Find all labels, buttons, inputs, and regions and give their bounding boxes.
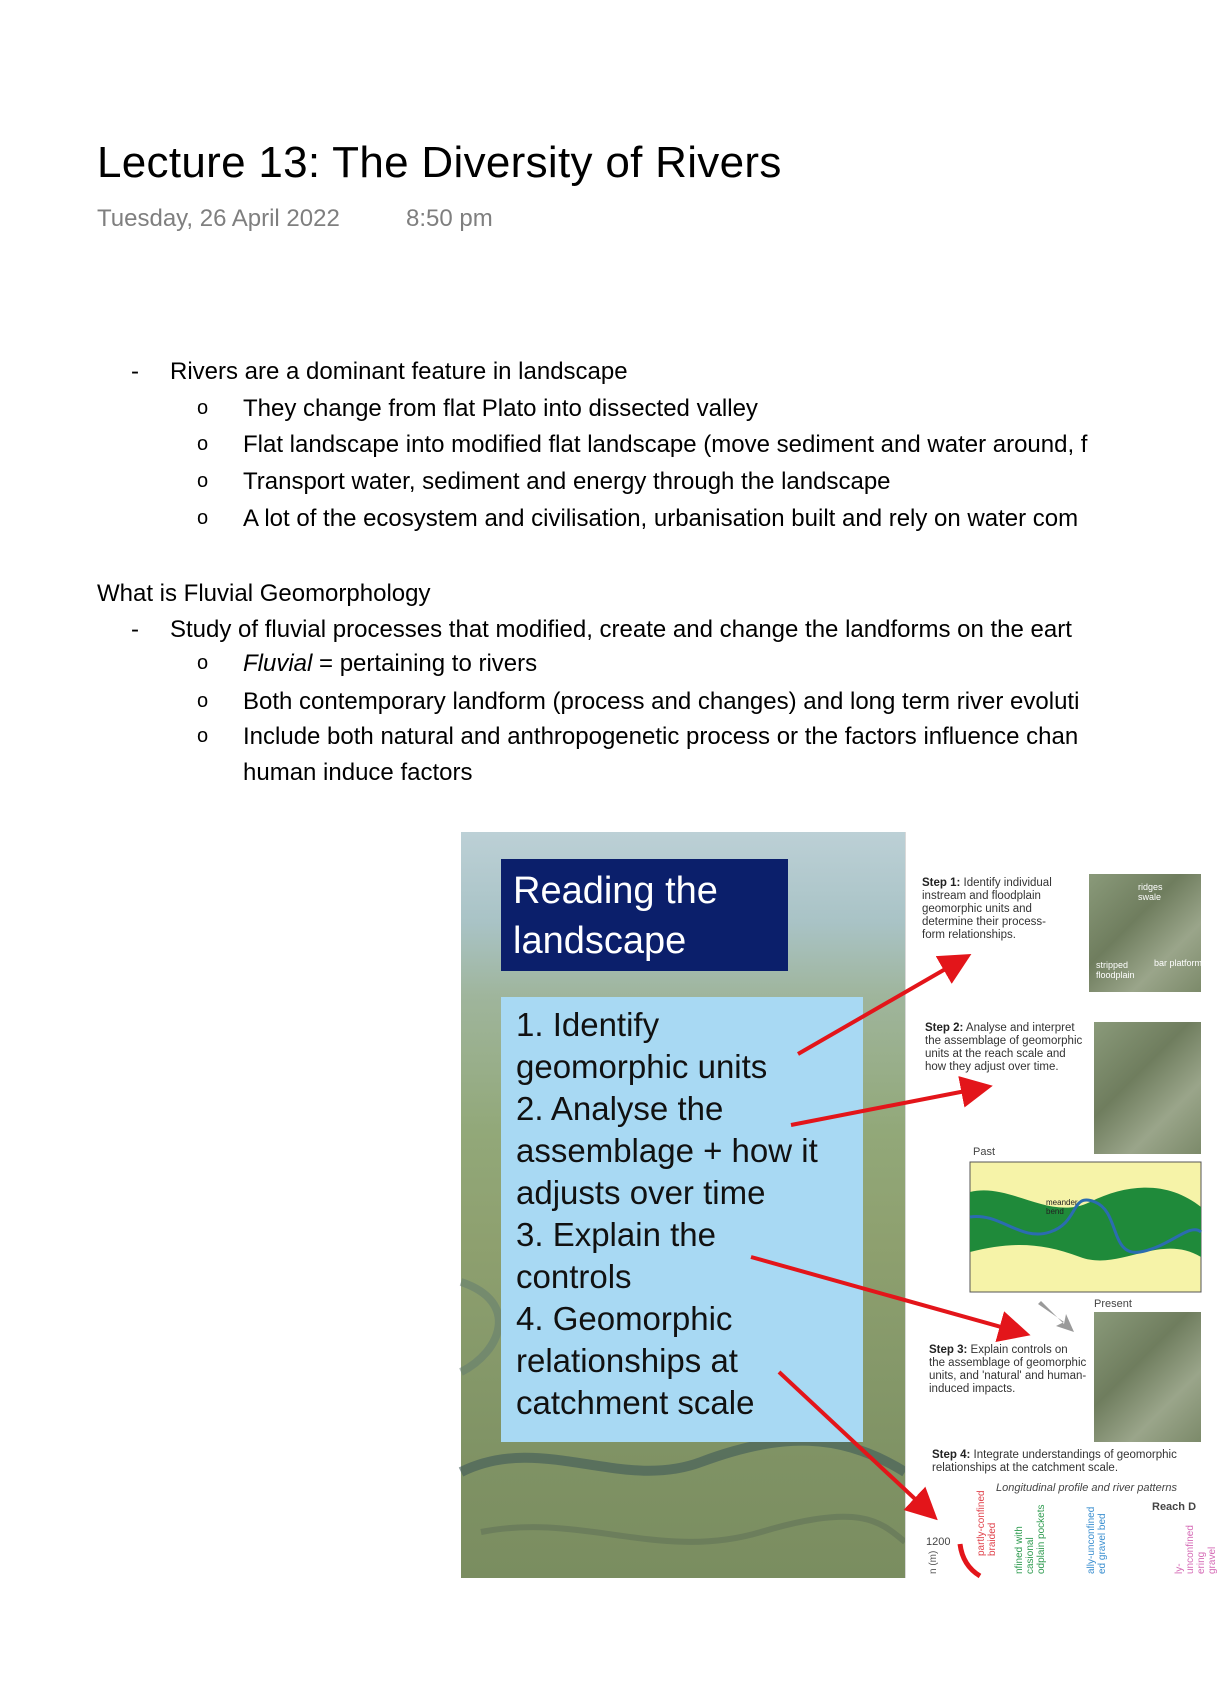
- step1-bold: Step 1:: [922, 877, 961, 889]
- note-time: 8:50 pm: [406, 205, 493, 232]
- bullet-text: Rivers are a dominant feature in landscape: [170, 358, 628, 385]
- reach-type-label: ally-unconfined ed gravel bed: [1086, 1506, 1108, 1574]
- step2-bold: Step 2:: [925, 1022, 964, 1034]
- slide-title: Reading the landscape: [513, 870, 718, 962]
- slide-step-line: assemblage + how it: [516, 1132, 818, 1169]
- bar-label: bar platform: [1154, 958, 1203, 968]
- circle-marker: o: [197, 507, 209, 529]
- step1-text: Identify individual instream and floodplain geomorphic units and determine their process- form relationships.: [922, 877, 1052, 941]
- arrow-step1: [798, 960, 964, 1054]
- page-title: Lecture 13: The Diversity of Rivers: [97, 138, 782, 187]
- past-label: Past: [973, 1146, 996, 1158]
- slide-step-line: geomorphic units: [516, 1048, 768, 1085]
- step3-text: Explain controls on the assemblage of geomorphic units, and 'natural' and human- induced impacts.: [929, 1344, 1087, 1395]
- circle-marker: o: [197, 470, 209, 492]
- circle-marker: o: [197, 690, 209, 712]
- bullet-text: Study of fluvial processes that modified, create and change the landforms on the eart: [170, 616, 1072, 643]
- slide-step-line: controls: [516, 1258, 632, 1295]
- sub-bullet-text: A lot of the ecosystem and civilisation, urbanisation built and rely on water com: [243, 505, 1079, 532]
- note-date: Tuesday, 26 April 2022: [97, 205, 340, 232]
- stripped-label: stripped floodplain: [1096, 960, 1135, 980]
- continuation-text: human induce factors: [243, 759, 473, 786]
- slide-step-line: 3. Explain the: [516, 1216, 716, 1253]
- step2-text: Analyse and interpret the assemblage of geomorphic units at the reach scale and how they adjust over time.: [925, 1022, 1083, 1073]
- sub-bullet-text: Both contemporary landform (process and changes) and long term river evoluti: [243, 688, 1080, 715]
- elevation-tick: 1200: [926, 1536, 951, 1548]
- sub-bullet-text: They change from flat Plato into dissected valley: [243, 395, 758, 422]
- italic-term: Fluvial: [243, 650, 313, 677]
- circle-marker: o: [197, 652, 209, 674]
- sub-bullet-text: [243, 650, 537, 678]
- arrow-step4: [779, 1372, 929, 1512]
- profile-label: Longitudinal profile and river patterns: [996, 1482, 1178, 1494]
- circle-marker: o: [197, 397, 209, 419]
- slide-step-line: relationships at: [516, 1342, 738, 1379]
- reach-type-label: nfined with casional odplain pockets: [1014, 1504, 1047, 1574]
- slide-step-line: 1. Identify: [516, 1006, 660, 1043]
- reach-type-label: ly-unconfined ering gravel: [1174, 1525, 1218, 1574]
- meander-label: meander bend: [1046, 1198, 1078, 1216]
- circle-marker: o: [197, 725, 209, 747]
- reach-type-label: partly-confined braided: [976, 1490, 998, 1556]
- dash-marker: -: [131, 616, 139, 643]
- step4-bold: Step 4:: [932, 1449, 971, 1461]
- red-arrows-overlay: [461, 832, 1203, 1578]
- step3-bold: Step 3:: [929, 1344, 968, 1356]
- step4-text: Integrate understandings of geomorphic relationships at the catchment scale.: [932, 1449, 1177, 1474]
- slide-step-line: adjusts over time: [516, 1174, 766, 1211]
- elevation-axis-label: n (m): [928, 1550, 939, 1574]
- sub-bullet-text: Flat landscape into modified flat landscape (move sediment and water around, f: [243, 431, 1088, 458]
- slide-step-line: catchment scale: [516, 1384, 755, 1421]
- arrow-step3: [751, 1257, 1019, 1332]
- definition-text: = pertaining to rivers: [312, 650, 538, 677]
- sub-bullet-text: Transport water, sediment and energy through the landscape: [243, 468, 891, 495]
- circle-marker: o: [197, 433, 209, 455]
- dash-marker: -: [131, 358, 139, 385]
- reach-label: Reach D: [1152, 1501, 1197, 1513]
- slide-step-line: 2. Analyse the: [516, 1090, 724, 1127]
- present-label: Present: [1094, 1298, 1132, 1310]
- ridges-label: ridges swale: [1138, 882, 1163, 902]
- slide-step-line: 4. Geomorphic: [516, 1300, 733, 1337]
- section-heading: What is Fluvial Geomorphology: [97, 580, 431, 607]
- embedded-slide-image: [461, 832, 1218, 1578]
- sub-bullet-text: Include both natural and anthropogenetic process or the factors influence chan: [243, 723, 1079, 750]
- arrow-step2: [791, 1088, 981, 1125]
